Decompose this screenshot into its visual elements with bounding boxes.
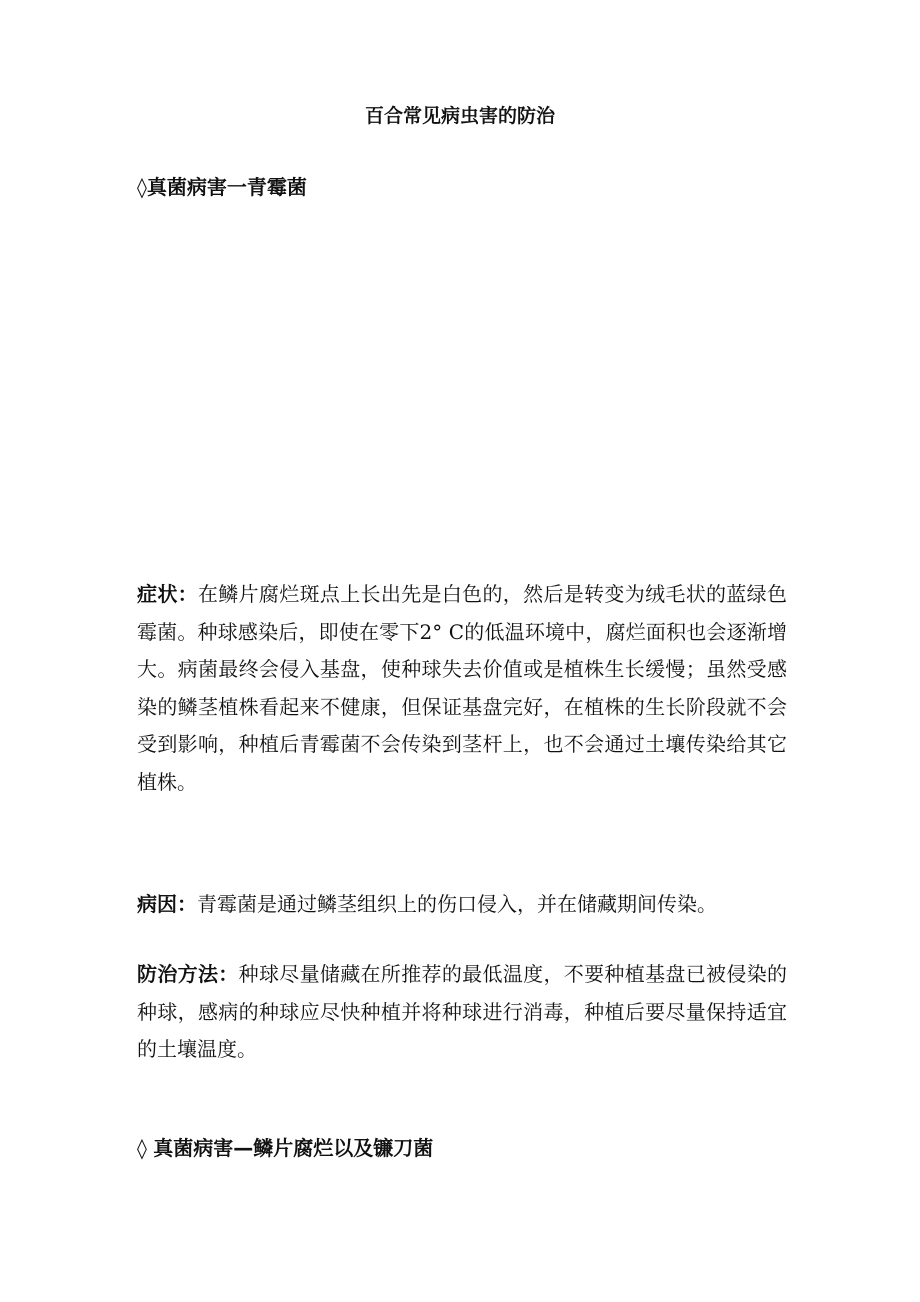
figure-placeholder	[137, 220, 783, 560]
control-label: 防治方法：	[137, 962, 239, 986]
section-heading-text: 真菌病害一青霉菌	[146, 175, 307, 199]
cause-label: 病因：	[137, 892, 197, 916]
section-heading-text: 真菌病害—鳞片腐烂以及镰刀菌	[153, 1136, 434, 1160]
control-text: 种球尽量储藏在所推荐的最低温度，不要种植基盘已被侵染的种球，感病的种球应尽快种植并将种球进行消毒，种植后要尽量保持适宜的土壤温度。	[137, 962, 788, 1061]
diamond-bullet-icon: ◊	[137, 175, 147, 199]
diamond-bullet-icon: ◊	[137, 1136, 154, 1160]
section-heading-penicillium	[137, 172, 307, 202]
cause-text: 青霉菌是通过鳞茎组织上的伤口侵入，并在储藏期间传染。	[197, 892, 717, 916]
symptom-label: 症状：	[137, 582, 198, 606]
document-title: 百合常见病虫害的防治	[364, 105, 555, 127]
cause-paragraph	[137, 886, 787, 924]
control-paragraph	[137, 956, 787, 1069]
section-heading-scale-rot	[137, 1133, 433, 1163]
symptom-paragraph	[137, 576, 787, 801]
symptom-text: 在鳞片腐烂斑点上长出先是白色的，然后是转变为绒毛状的蓝绿色霉菌。种球感染后，即使在零下2° C的低温环境中，腐烂面积也会逐渐增大。病菌最终会侵入基盘，使种球失去价值或是植株生长缓慢；虽然受感染的鳞茎植株看起来不健康，但保证基盘完好，在植株的生长阶段就不会受到影响，种植后青霉菌不会传染到茎杆上，也不会通过土壤传染给其它植株。	[137, 582, 788, 794]
